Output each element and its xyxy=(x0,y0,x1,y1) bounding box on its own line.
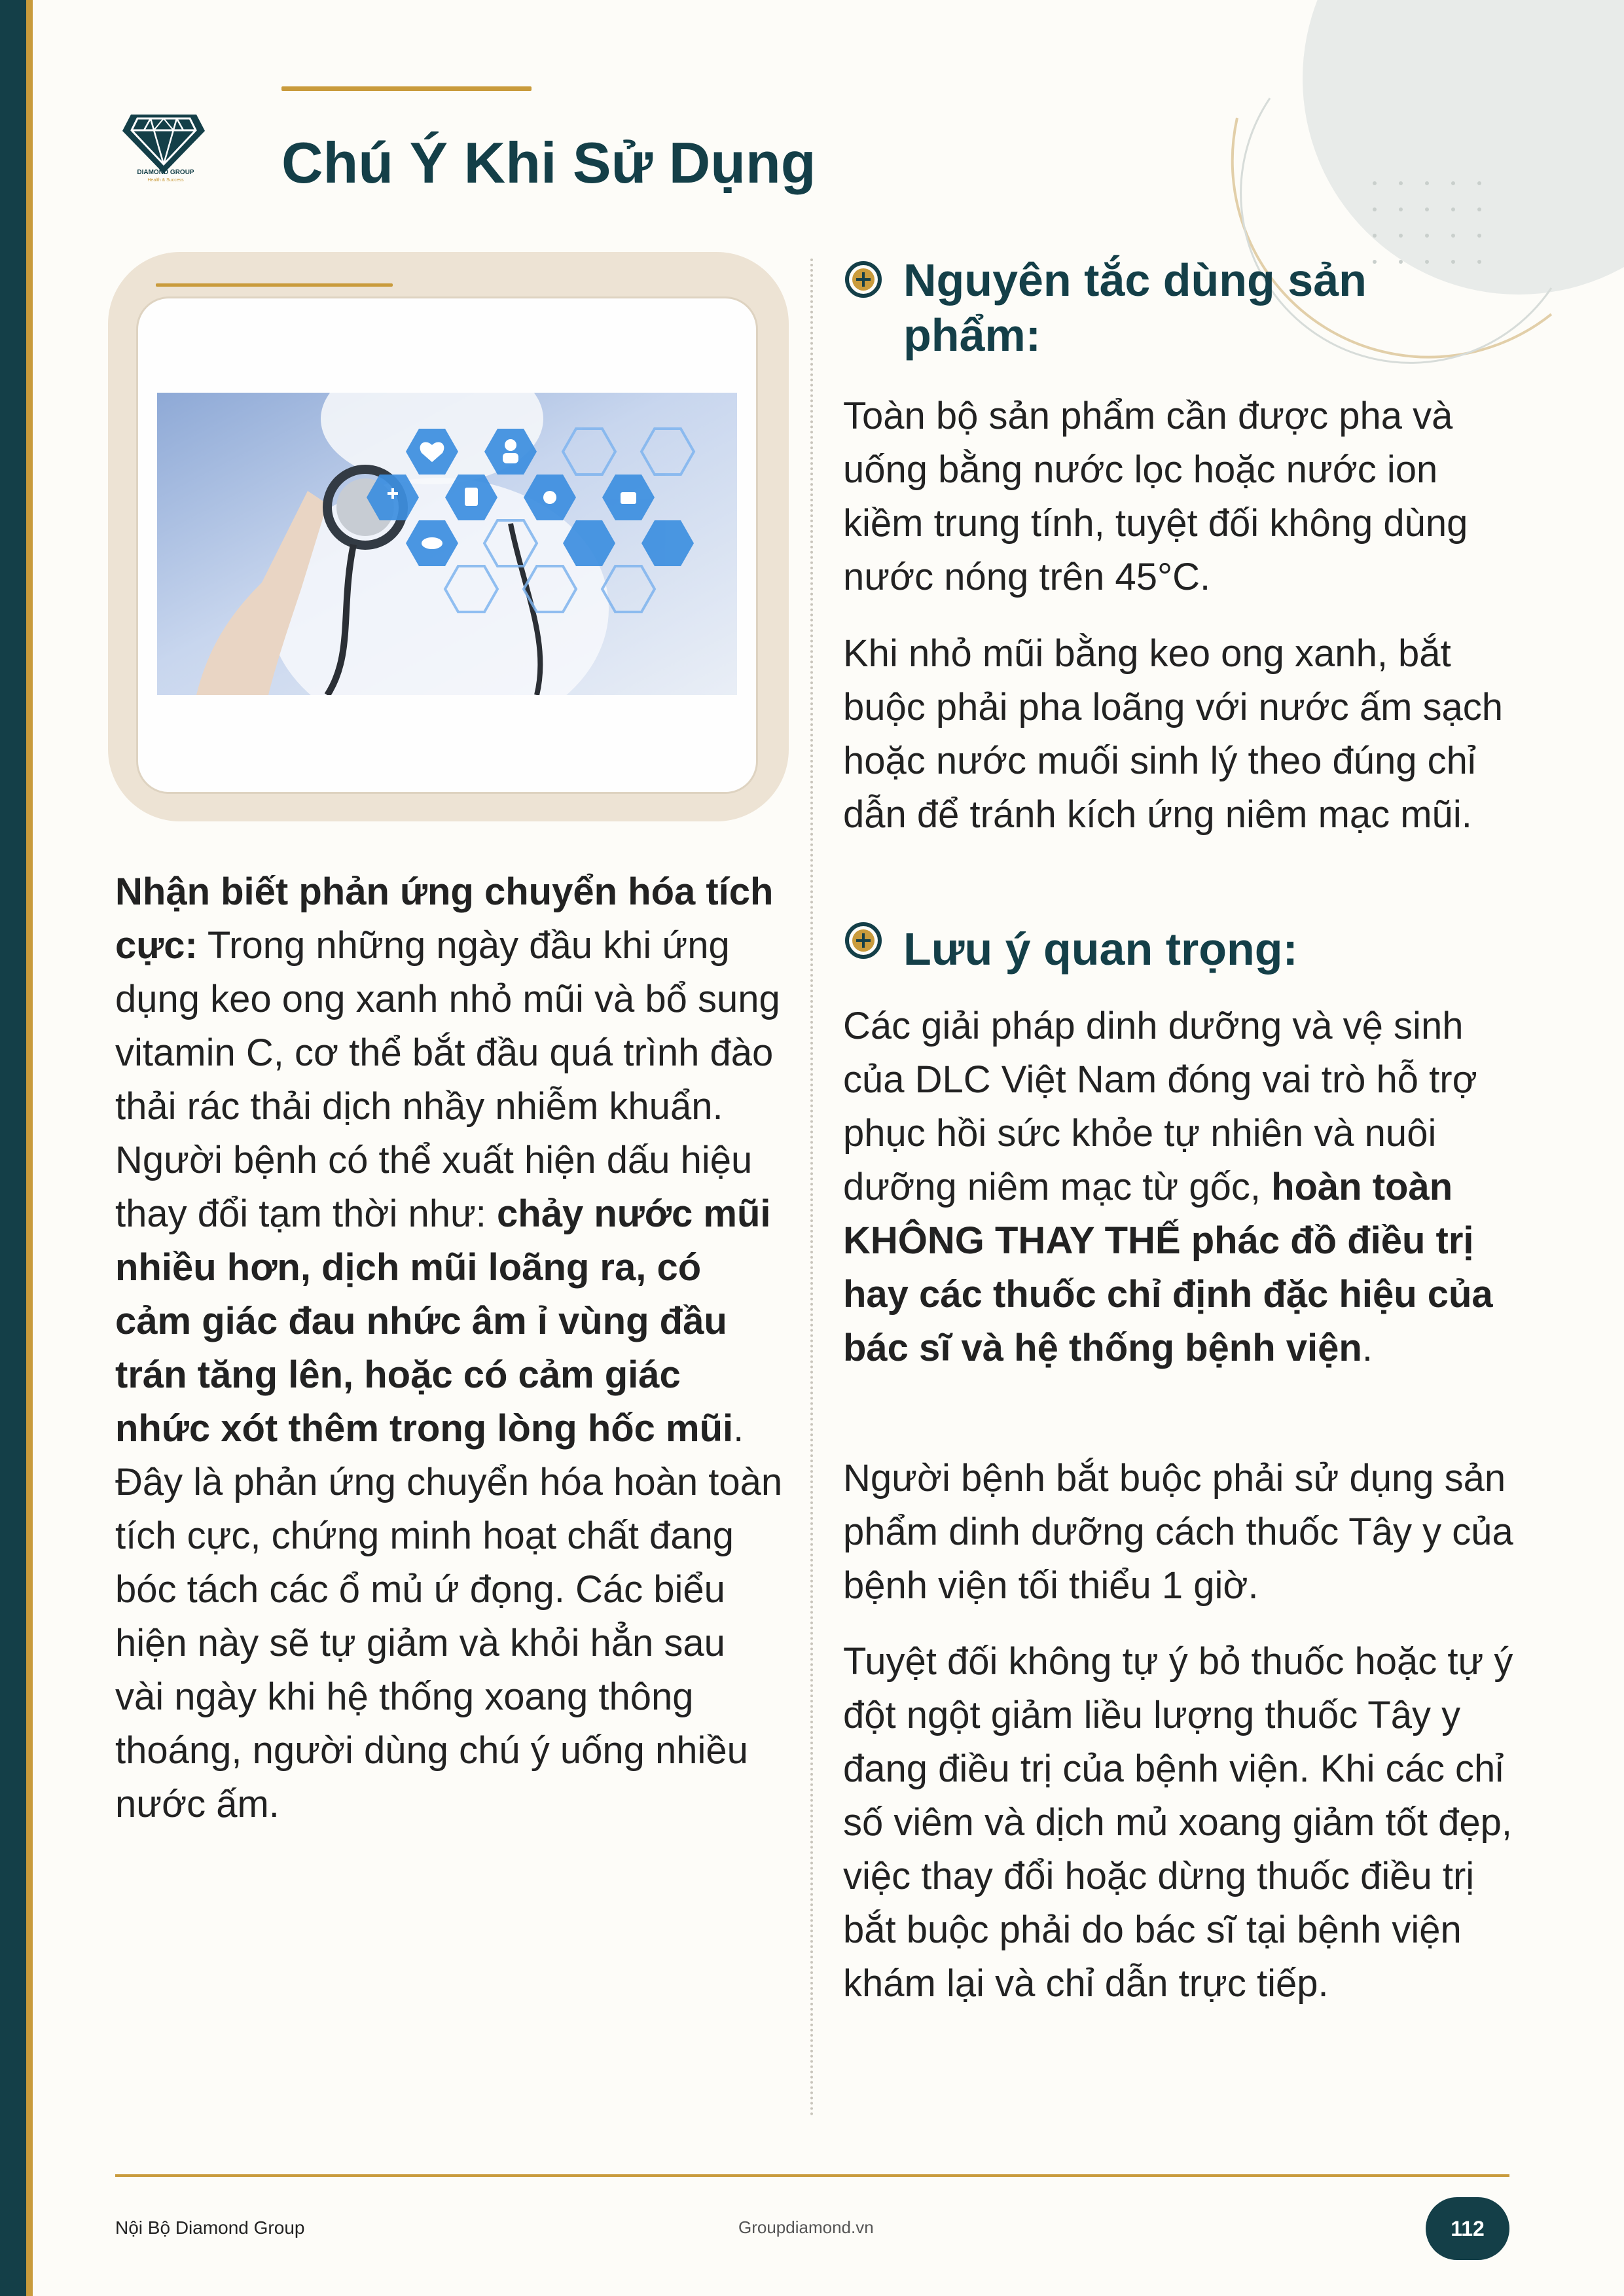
page-number: 112 xyxy=(1426,2197,1509,2260)
notes-warning: hoàn toàn KHÔNG THAY THẾ phác đồ điều trị hay các thuốc chỉ định đặc hiệu của bác sĩ và hệ thống bệnh viện xyxy=(843,1166,1493,1369)
notes-paragraph-2: Người bệnh bắt buộc phải sử dụng sản phẩm dinh dưỡng cách thuốc Tây y của bệnh viện tối thiểu 1 giờ. xyxy=(843,1457,1513,1607)
reaction-text-end: . Đây là phản ứng chuyển hóa hoàn toàn tích cực, chứng minh hoạt chất đang bóc tách các ổ mủ ứ đọng. Các biểu hiện này sẽ tự giảm và khỏi hẳn sau vài ngày khi hệ thống xoang thông thoáng, người dùng chú ý uống nhiều nước ấm. xyxy=(115,1407,783,1825)
reaction-text: Trong những ngày đầu khi ứng dụng keo ong xanh nhỏ mũi và bổ sung vitamin C, cơ thể bắt đầu quá trình đào thải rác thải dịch nhầy nhiễm khuẩn. Người bệnh có thể xuất hiện dấu hiệu thay đổi tạm thời như: xyxy=(115,924,780,1235)
side-bar-gold xyxy=(26,0,33,2296)
plus-circle-icon xyxy=(844,260,882,298)
heading-important-notes: Lưu ý quan trọng: xyxy=(903,924,1298,975)
plus-circle-icon xyxy=(844,922,882,960)
notes-paragraph-1 xyxy=(843,999,1524,1375)
reaction-symptoms: chảy nước mũi nhiều hơn, dịch mũi loãng ra, có cảm giác đau nhức âm ỉ vùng đầu trán tăng lên, hoặc có cảm giác nhức xót thêm trong lòng hốc mũi xyxy=(115,1193,771,1450)
page-title: Chú Ý Khi Sử Dụng xyxy=(281,130,816,195)
column-divider xyxy=(810,259,813,2117)
side-bar-dark xyxy=(0,0,26,2296)
notes-paragraph-3: Tuyệt đối không tự ý bỏ thuốc hoặc tự ý đột ngột giảm liều lượng thuốc Tây y đang điều trị của bệnh viện. Khi các chỉ số viêm và dịch mủ xoang giảm tốt đẹp, việc thay đổi hoặc dừng thuốc điều trị bắt buộc phải do bác sĩ tại bệnh viện khám lại và chỉ dẫn trực tiếp. xyxy=(843,1640,1513,2005)
logo-name: DIAMOND GROUP xyxy=(137,169,194,176)
medical-hexagon-photo xyxy=(157,393,737,695)
heading-usage-rules: Nguyên tắc dùng sản phẩm: xyxy=(903,255,1367,361)
footer-company: Nội Bộ Diamond Group xyxy=(115,2217,305,2238)
image-card-accent-rule xyxy=(156,283,393,287)
usage-paragraph-1: Toàn bộ sản phẩm cần được pha và uống bằng nước lọc hoặc nước ion kiềm trung tính, tuyệt đối không dùng nước nóng trên 45°C. xyxy=(843,395,1468,598)
reaction-title: Nhận biết phản ứng chuyển hóa tích cực: xyxy=(115,870,774,967)
title-accent-rule xyxy=(281,86,532,91)
footer-rule xyxy=(115,2174,1509,2177)
usage-paragraph-2: Khi nhỏ mũi bằng keo ong xanh, bắt buộc phải pha loãng với nước ấm sạch hoặc nước muối sinh lý theo đúng chỉ dẫn để tránh kích ứng niêm mạc mũi. xyxy=(843,632,1504,836)
notes-end: . xyxy=(1362,1327,1373,1369)
notes-text: Các giải pháp dinh dưỡng và vệ sinh của DLC Việt Nam đóng vai trò hỗ trợ phục hồi sức khỏe tự nhiên và nuôi dưỡng niêm mạc từ gốc, xyxy=(843,1005,1477,1208)
reaction-paragraph xyxy=(115,865,783,1831)
logo-tagline: Health & Success xyxy=(147,178,184,183)
footer-website: Groupdiamond.vn xyxy=(738,2217,874,2237)
